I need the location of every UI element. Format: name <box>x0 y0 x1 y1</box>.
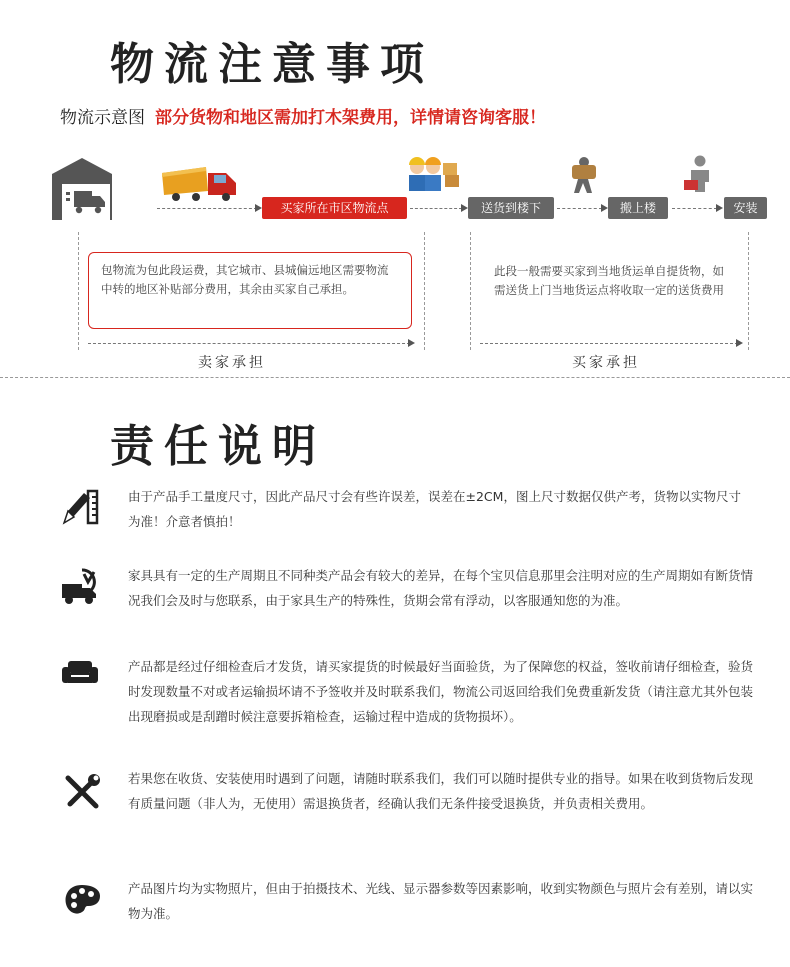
responsibility-item-5: 产品图片均为实物照片，但由于拍摄技术、光线、显示器参数等因素影响，收到实物颜色与照片会有差别，请以实物为准。 <box>128 881 754 921</box>
step-carry-upstairs: 搬上楼 <box>608 197 668 219</box>
section-divider <box>0 377 790 378</box>
palette-icon <box>62 882 102 922</box>
responsibility-item-1: 由于产品手工量度尺寸，因此产品尺寸会有些许误差，误差在±2CM，图上尺寸数据仅供产考，货物以实物尺寸为准！介意者慎拍！ <box>128 489 741 529</box>
delivery-truck-icon <box>60 566 100 606</box>
installer-icon <box>680 154 720 194</box>
responsibility-item-2: 家具具有一定的生产周期且不同种类产品会有较大的差异，在每个宝贝信息那里会注明对应的生产周期如有断货情况我们会及时与您联系，由于家具生产的特殊性，货期会常有浮动，以客服通知您的为准。 <box>128 568 754 608</box>
note-buyer-section: 此段一般需要买家到当地货运单自提货物，如需送货上门当地货运点将收取一定的送货费用 <box>494 264 724 297</box>
logistics-subtitle <box>60 103 546 128</box>
step-buyer-city-point: 买家所在市区物流点 <box>262 197 407 219</box>
responsibility-item-4: 若果您在收货、安装使用时遇到了问题，请随时联系我们，我们可以随时提供专业的指导。如果在收到货物后发现有质量问题（非人为，无使用）需退换货者，经确认我们无条件接受退换货，并负责相关费用。 <box>128 771 754 811</box>
sofa-icon <box>60 651 100 691</box>
truck-icon <box>162 163 242 203</box>
note-seller-section: 包物流为包此段运费，其它城市、县城偏远地区需要物流中转的地区补贴部分费用，其余由买家自己承担。 <box>88 252 412 329</box>
bearer-seller: 卖家承担 <box>198 355 266 371</box>
step-install: 安装 <box>724 197 767 219</box>
carry-upstairs-icon <box>564 155 604 195</box>
responsibility-title: 责任说明 <box>110 421 326 472</box>
subtitle-label: 物流示意图 <box>60 108 145 128</box>
tools-icon <box>62 772 102 812</box>
warehouse-icon <box>52 158 114 220</box>
subtitle-warning: 部分货物和地区需加打木架费用，详情请咨询客服！ <box>155 108 546 128</box>
step-deliver-downstairs: 送货到楼下 <box>468 197 554 219</box>
ruler-pencil-icon <box>60 487 100 527</box>
bearer-buyer: 买家承担 <box>572 355 640 371</box>
logistics-title: 物流注意事项 <box>110 39 434 90</box>
responsibility-item-3: 产品都是经过仔细检查后才发货，请买家提货的时候最好当面验货，为了保障您的权益，签收前请仔细检查，验货时发现数量不对或者运输损坏请不予签收并及时联系我们，物流公司返回给我们免费重新发货（请注意尤其外包装出现磨损或是刮蹭时候注意要拆箱检查，运输过程中造成的货物损坏）。 <box>128 659 754 724</box>
workers-icon <box>405 155 461 193</box>
